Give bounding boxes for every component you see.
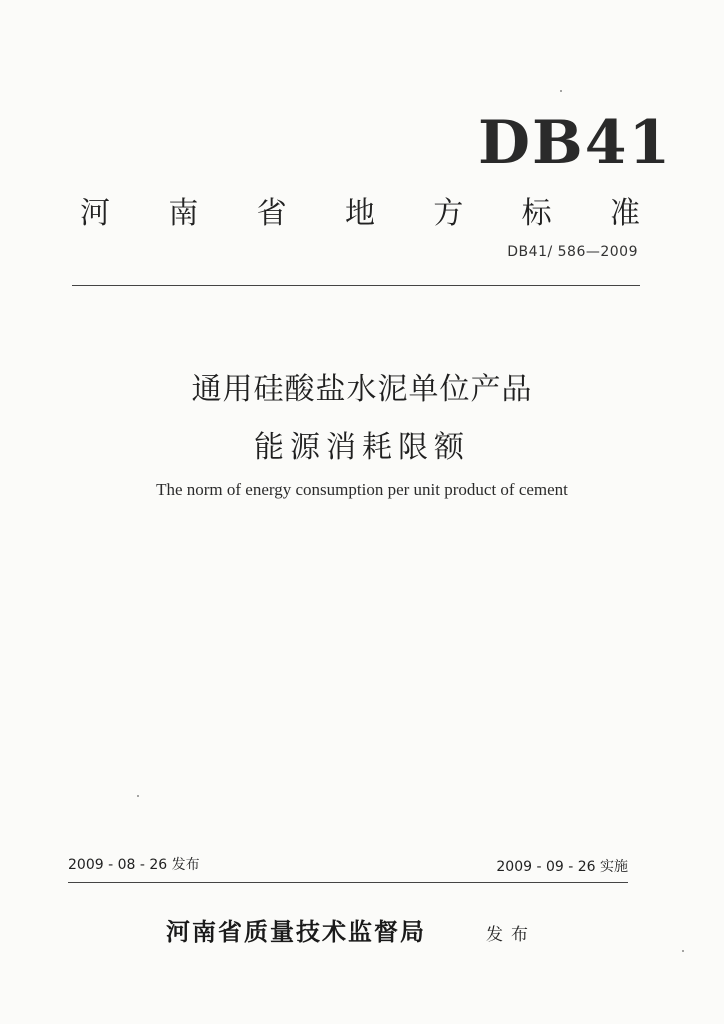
document-title-line-2: 能源消耗限额 xyxy=(254,430,470,465)
standard-type-char: 准 xyxy=(609,196,640,231)
standard-code-mark: DB41 xyxy=(478,108,673,178)
implementation-date: 2009 - 09 - 26 实施 xyxy=(496,859,628,875)
issue-label: 发布 xyxy=(486,925,536,945)
footer-divider xyxy=(68,882,628,883)
standard-type-char: 南 xyxy=(168,196,199,231)
document-title-line-1: 通用硅酸盐水泥单位产品 xyxy=(191,372,533,407)
standard-type-char: 地 xyxy=(344,196,375,231)
standard-type-char: 河 xyxy=(80,196,110,231)
scan-speck xyxy=(682,950,684,952)
header-divider xyxy=(72,285,640,286)
standard-number: DB41/ 586—2009 xyxy=(507,244,638,260)
issue-date: 2009 - 08 - 26 发布 xyxy=(68,857,200,873)
standard-type-char: 省 xyxy=(256,196,287,231)
document-title-english: The norm of energy consumption per unit product of cement xyxy=(156,480,568,499)
standard-type-char: 标 xyxy=(521,196,552,231)
issuing-authority: 河南省质量技术监督局 xyxy=(166,917,426,946)
scan-speck xyxy=(137,795,139,797)
scan-speck xyxy=(560,90,562,92)
standard-type-char: 方 xyxy=(433,196,464,231)
standard-type-heading xyxy=(80,188,640,232)
